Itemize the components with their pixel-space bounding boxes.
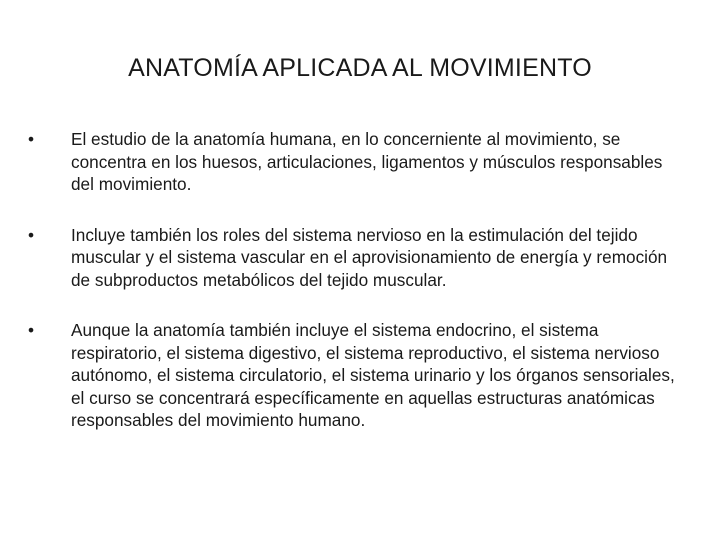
bullet-item-2 bbox=[28, 224, 688, 292]
bullet-text: Incluye también los roles del sistema nervioso en la estimulación del tejido muscular y el sistema vascular en el aprovisionamiento de energía y remoción de subproductos metabólicos del tejido muscular. bbox=[71, 224, 668, 290]
bullet-text: El estudio de la anatomía humana, en lo concerniente al movimiento, se concentra en los huesos, articulaciones, ligamentos y músculos responsables del movimiento. bbox=[71, 129, 663, 194]
bullet-text: Aunque la anatomía también incluye el sistema endocrino, el sistema respiratorio, el sistema digestivo, el sistema reproductivo, el sistema nervioso autónomo, el sistema circulatorio, el sistema urinario y los órganos sensoriales, el curso se concentrará específicamente en aquellas estructuras anatómicas responsables del movimiento humano. bbox=[71, 320, 675, 430]
bullet-list bbox=[28, 128, 688, 460]
bullet-marker: • bbox=[28, 129, 35, 149]
bullet-item-1 bbox=[28, 128, 688, 196]
bullet-item-3 bbox=[28, 319, 688, 432]
slide-title: ANATOMÍA APLICADA AL MOVIMIENTO bbox=[128, 54, 592, 82]
bullet-marker: • bbox=[28, 224, 35, 245]
bullet-marker: • bbox=[28, 320, 35, 340]
